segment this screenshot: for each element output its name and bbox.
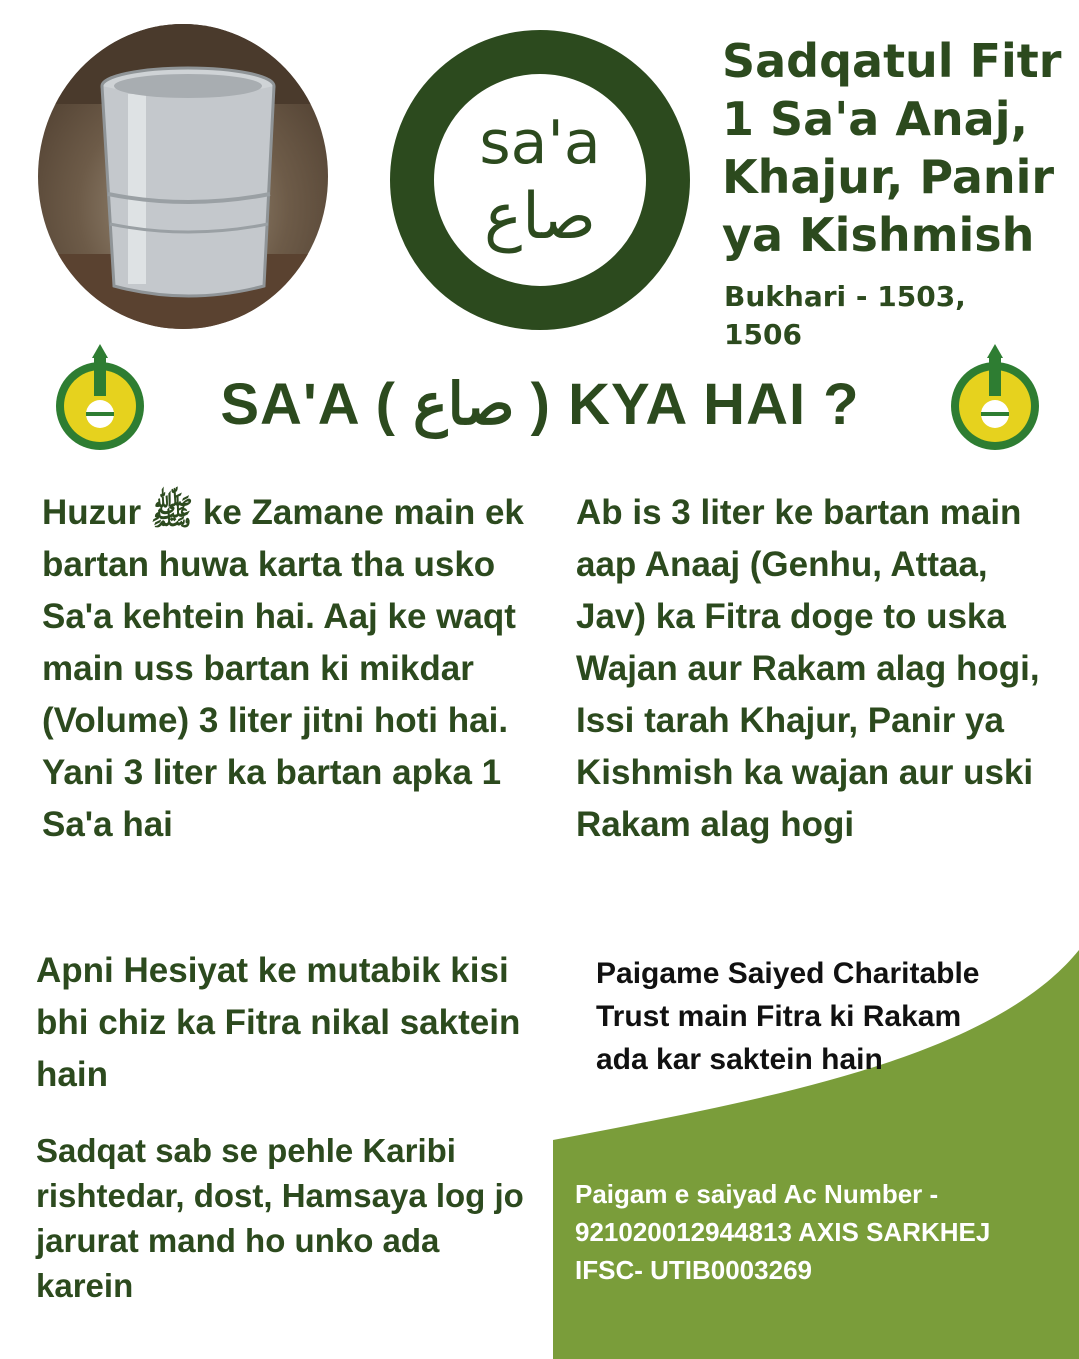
trust-logo-left — [40, 340, 160, 464]
paragraph-hesiyat: Apni Hesiyat ke mutabik kisi bhi chiz ka Fitra nikal saktein hain — [36, 951, 521, 1094]
paragraph-weight-note: Ab is 3 liter ke bartan main aap Anaaj (Genhu, Attaa, Jav) ka Fitra doge to uska Wajan aur Rakam alag hogi, Issi tarah Khajur, Panir ya Kishmish ka wajan aur uski Rakam alag hogi — [576, 493, 1040, 844]
ring-arabic-text: صاع — [483, 180, 597, 254]
trust-logo-icon — [935, 340, 1055, 460]
headline: SA'A ( صاع ) KYA HAI ? — [220, 372, 860, 437]
ring-latin-text: sa'a — [479, 108, 601, 178]
paragraph-sadqat: Sadqat sab se pehle Karibi rishtedar, dost, Hamsaya log jo jarurat mand ho unko ada karein — [36, 1132, 524, 1304]
title-line: 1 Sa'a Anaj, — [722, 92, 1028, 146]
title-line: Khajur, Panir — [722, 150, 1055, 204]
sa-a-container-photo — [38, 24, 328, 329]
title-line: Sadqatul Fitr — [722, 34, 1062, 88]
trust-logo-icon — [40, 340, 160, 460]
title-block — [722, 32, 1062, 264]
hadith-reference: Bukhari - 1503, 1506 — [724, 280, 966, 351]
account-details: Paigam e saiyad Ac Number - 921020012944813 AXIS SARKHEJ IFSC- UTIB0003269 — [575, 1179, 991, 1285]
title-line: ya Kishmish — [722, 208, 1035, 262]
ring-label — [390, 30, 690, 330]
paragraph-trust: Paigame Saiyed Charitable Trust main Fitra ki Rakam ada kar saktein hain — [596, 957, 980, 1076]
trust-logo-right — [935, 340, 1055, 464]
paragraph-sa-a-definition: Huzur ﷺ ke Zamane main ek bartan huwa karta tha usko Sa'a kehtein hai. Aaj ke waqt main uss bartan ki mikdar (Volume) 3 liter jitni hoti hai. Yani 3 liter ka bartan apka 1 Sa'a hai — [42, 493, 524, 844]
